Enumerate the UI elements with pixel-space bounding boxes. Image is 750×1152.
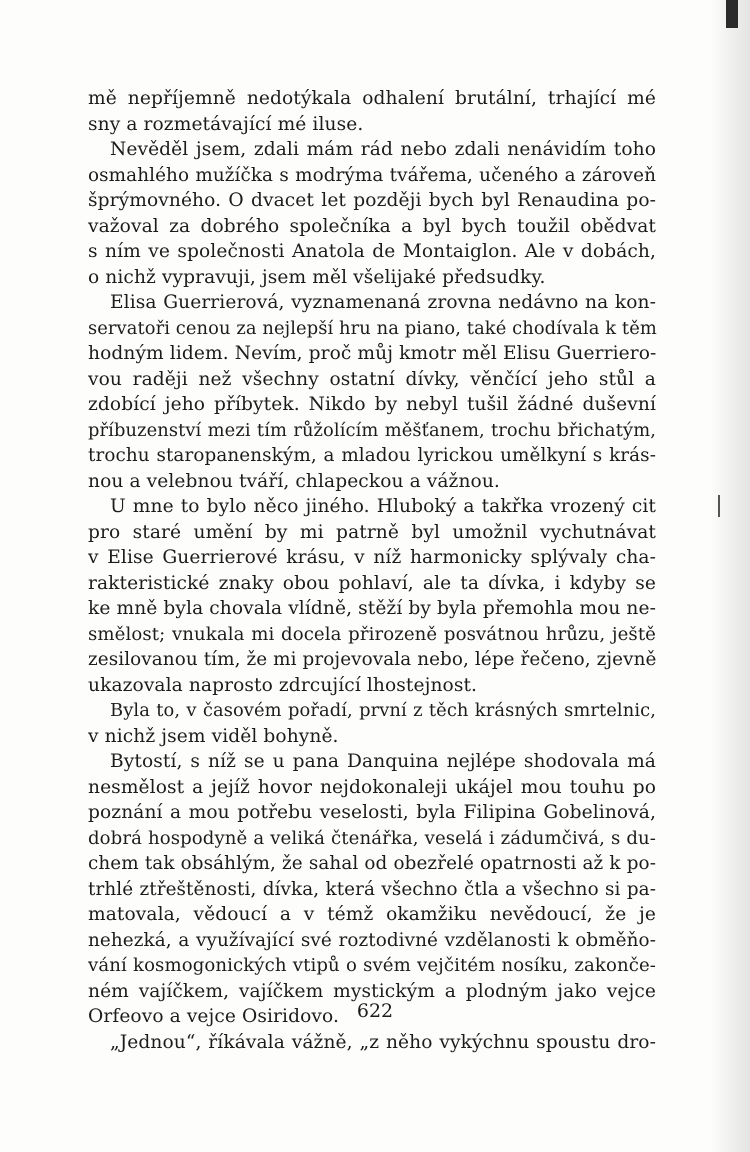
text-line: trochu staropanenským, a mladou lyrickou umělkyní s krás- <box>88 445 656 466</box>
text-line: matovala, vědoucí a v témž okamžiku nevědoucí, že je <box>88 904 656 925</box>
text-line: rakteristické znaky obou pohlaví, ale ta dívka, i kdyby se <box>88 572 656 594</box>
text-line: chem tak obsáhlým, že sahal od obezřelé opatrnosti až k po- <box>88 853 656 874</box>
text-line: nehezká, a využívající své roztodivné vzdělanosti k obměňo- <box>88 929 656 951</box>
body-text <box>88 86 656 1055</box>
text-line: s ním ve společnosti Anatola de Montaiglon. Ale v dobách, <box>88 241 656 262</box>
text-line: Elisa Guerrierová, vyznamenaná zrovna nedávno na kon- <box>110 292 656 313</box>
text-line: Nevěděl jsem, zdali mám rád nebo zdali nenávidím toho <box>110 139 656 160</box>
text-line: servatoři cenou za nejlepší hru na piano, také chodívala k těm <box>88 317 657 339</box>
text-line: osmahlého mužíčka s modrýma tvářema, učeného a zároveň <box>88 164 656 186</box>
text-line: zdobící jeho příbytek. Nikdo by nebyl tušil žádné duševní <box>88 394 656 415</box>
text-line: Orfeovo a vejce Osiridovo. <box>88 1006 339 1027</box>
text-line: šprýmovného. O dvacet let později bych byl Renaudina po- <box>88 190 656 211</box>
text-line: trhlé ztřeštěnosti, dívka, která všechno čtla a všechno si pa- <box>88 878 656 900</box>
page-edge-shadow <box>710 0 750 1152</box>
text-line: příbuzenství mezi tím růžolícím měšťanem, trochu břichatým, <box>88 419 656 441</box>
scan-side-mark <box>718 495 720 517</box>
text-line: v nichž jsem viděl bohyně. <box>88 725 339 747</box>
text-line: ukazovala naprosto zdrcující lhostejnost. <box>88 674 478 696</box>
text-line: Byla to, v časovém pořadí, první z těch krásných smrtelnic, <box>110 700 656 721</box>
text-line: zesilovanou tím, že mi projevovala nebo, lépe řečeno, zjevně <box>88 649 657 670</box>
text-line: nou a velebnou tváří, chlapeckou a vážnou. <box>88 470 500 492</box>
text-line: mě nepříjemně nedotýkala odhalení brutální, trhající mé <box>88 88 656 109</box>
text-line: vání kosmogonických vtipů o svém vejčitém nosíku, zakonče- <box>88 955 656 976</box>
text-line: dobrá hospodyně a veliká čtenářka, veselá i zádumčivá, s du- <box>88 827 656 849</box>
text-line: smělost; vnukala mi docela přirozeně posvátnou hrůzu, ještě <box>88 623 656 645</box>
text-line: ném vajíčkem, vajíčkem mystickým a plodným jako vejce <box>88 980 656 1002</box>
text-line: Bytostí, s níž se u pana Danquina nejlépe shodovala má <box>110 751 656 772</box>
text-line: hodným lidem. Nevím, proč můj kmotr měl Elisu Guerriero- <box>88 343 657 364</box>
text-line: poznání a mou potřebu veselosti, byla Filipina Gobelinová, <box>88 802 656 823</box>
text-line: „Jednou“, říkávala vážně, „z něho vykýchnu spoustu dro- <box>110 1031 656 1053</box>
text-line: ke mně byla chovala vlídně, stěží by byla přemohla mou ne- <box>88 598 656 619</box>
page-number: 622 <box>356 1000 394 1022</box>
text-line: sny a rozmetávající mé iluse. <box>88 113 364 135</box>
text-line: o nichž vypravuji, jsem měl všelijaké předsudky. <box>88 266 546 288</box>
text-line: U mne to bylo něco jiného. Hluboký a takřka vrozený cit <box>110 496 656 517</box>
text-line: pro staré umění by mi patrně byl umožnil vychutnávat <box>88 521 656 543</box>
scan-edge-mark <box>726 0 738 28</box>
text-line: nesmělost a jejíž hovor nejdokonaleji ukájel mou touhu po <box>88 776 656 798</box>
text-line: v Elise Guerrierové krásu, v níž harmonicky splývaly cha- <box>88 547 656 568</box>
text-line: važoval za dobrého společníka a byl bych toužil obědvat <box>88 215 656 237</box>
text-line: vou raději než všechny ostatní dívky, věnčící jeho stůl a <box>88 368 656 390</box>
